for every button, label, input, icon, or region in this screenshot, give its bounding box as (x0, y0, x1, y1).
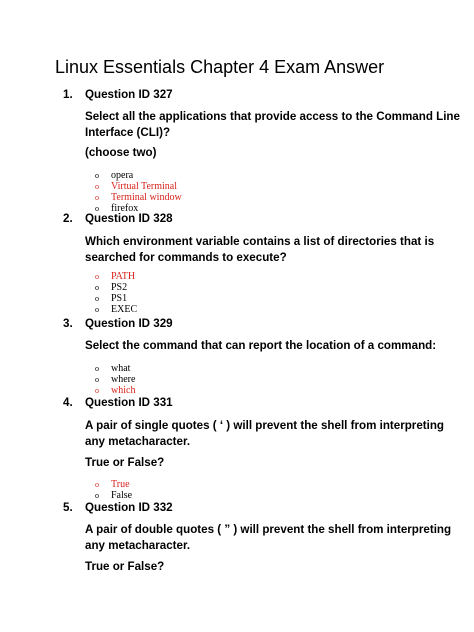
option: o False (95, 490, 133, 501)
question-id: Question ID 329 (85, 317, 173, 330)
question-number: 5. (63, 501, 73, 514)
option: o PS1 (95, 293, 128, 304)
question-id: Question ID 328 (85, 212, 173, 225)
option-correct: o which (95, 385, 136, 396)
option: o opera (95, 170, 134, 181)
bullet-icon: o (95, 204, 99, 213)
bullet-icon: o (95, 491, 99, 500)
question-5-note: True or False? (85, 560, 165, 573)
question-id: Question ID 331 (85, 396, 173, 409)
option: o firefox (95, 203, 139, 214)
question-1-prompt: Select all the applications that provide access to the Command Line Interface (CLI)? (85, 110, 460, 139)
bullet-icon: o (95, 364, 99, 373)
bullet-icon: o (95, 272, 99, 281)
question-5-prompt: A pair of double quotes ( ” ) will prevent the shell from interpreting any metacharacter. (85, 523, 452, 552)
option-correct: o True (95, 479, 130, 490)
bullet-icon: o (95, 375, 99, 384)
question-number: 2. (63, 212, 73, 225)
question-4-options (95, 479, 132, 501)
question-3-prompt: Select the command that can report the location of a command: (85, 339, 437, 352)
bullet-icon: o (95, 305, 99, 314)
question-4-prompt: A pair of single quotes ( ‘ ) will prevent the shell from interpreting any metacharacter. (85, 419, 445, 448)
question-2-options (95, 271, 137, 315)
bullet-icon: o (95, 480, 99, 489)
question-3-options (95, 363, 135, 396)
question-id: Question ID 332 (85, 501, 173, 514)
page-title: Linux Essentials Chapter 4 Exam Answer (55, 57, 385, 77)
question-4-note: True or False? (85, 456, 165, 469)
option: o PS2 (95, 282, 128, 293)
option-correct: o PATH (95, 271, 136, 282)
option-correct: o Terminal window (95, 192, 182, 203)
option-correct: o Virtual Terminal (95, 181, 177, 192)
bullet-icon: o (95, 193, 99, 202)
bullet-icon: o (95, 294, 99, 303)
question-id: Question ID 327 (85, 88, 173, 101)
option: o EXEC (95, 304, 138, 315)
question-1-options (95, 170, 182, 214)
option: o what (95, 363, 131, 374)
bullet-icon: o (95, 182, 99, 191)
bullet-icon: o (95, 283, 99, 292)
question-1-note: (choose two) (85, 146, 157, 159)
question-2-prompt: Which environment variable contains a list of directories that is searched for commands to execute? (85, 235, 435, 264)
question-number: 4. (63, 396, 73, 409)
option: o where (95, 374, 136, 385)
question-number: 1. (63, 88, 73, 101)
question-number: 3. (63, 317, 73, 330)
bullet-icon: o (95, 171, 99, 180)
bullet-icon: o (95, 386, 99, 395)
